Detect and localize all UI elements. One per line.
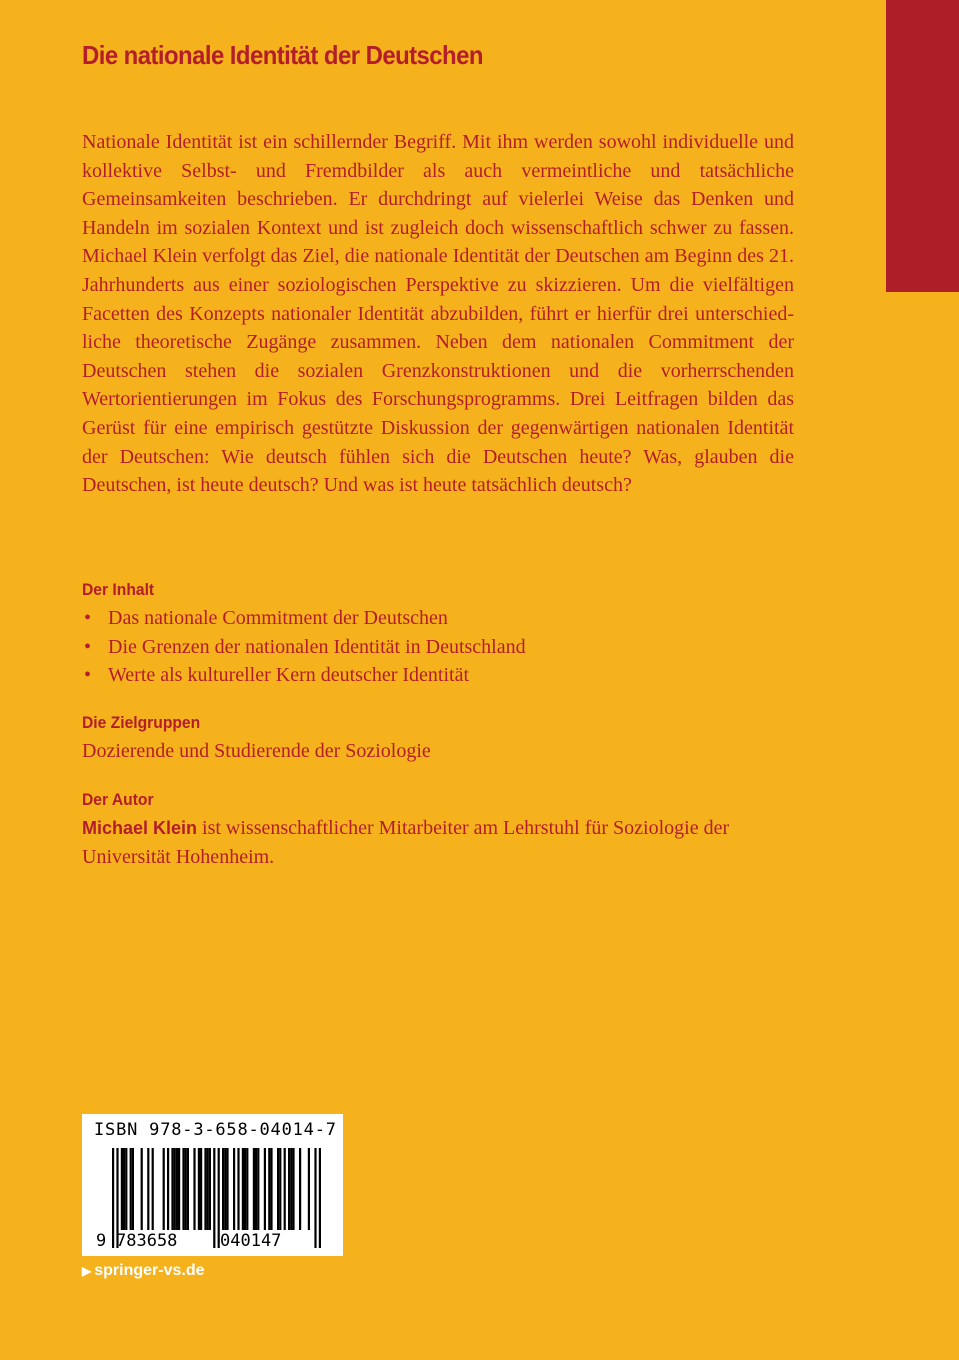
list-item <box>82 661 794 690</box>
book-blurb: Nationale Identität ist ein schillernder Begriff. Mit ihm werden sowohl individuelle und kollektive Selbst- und Fremdbilder als auch vermeintliche und tatsächliche Gemeinsamkeiten beschrieben. Er durchdringt auf vielerlei Weise das Denken und Handeln im sozialen Kontext und ist zugleich doch wissenschaftlich schwer zu fassen. Michael Klein verfolgt das Ziel, die nationale Identität der Deutschen am Beginn des 21. Jahrhunderts aus einer soziologischen Perspektive zu skizzieren. Um die vielfältigen Facetten des Konzepts nationaler Identität abzubilden, führt er hierfür drei unterschiedliche theoretische Zugänge zusammen. Neben dem nationalen Commitment der Deutschen stehen die sozialen Grenzkonstruktionen und die vorherrschenden Wertorientierungen im Fokus des Forschungsprogramms. Drei Leitfragen bilden das Gerüst für eine empirisch gestützte Diskussion der gegenwärtigen nationalen Identität der Deutschen: Wie deutsch fühlen sich die Deutschen heute? Was, glauben die Deutschen, ist heute deutsch? Und was ist heute tatsächlich deutsch? <box>82 131 794 497</box>
book-title: Die nationale Identität der Deutschen <box>82 40 483 70</box>
ean-left-digits: 783658 <box>116 1231 178 1251</box>
barcode-bar <box>268 1148 270 1230</box>
author-heading: Der Autor <box>82 790 154 809</box>
barcode-bar <box>264 1148 266 1230</box>
list-item <box>82 633 794 662</box>
barcode-bar <box>176 1148 178 1230</box>
barcode-bar <box>288 1148 290 1230</box>
list-item <box>82 604 794 633</box>
author-bio <box>82 814 794 871</box>
audience-section <box>82 713 794 766</box>
barcode-bar <box>204 1148 206 1230</box>
barcode-bar <box>299 1148 301 1230</box>
list-item-label: Werte als kultureller Kern deutscher Identität <box>108 664 470 687</box>
barcode-bar <box>200 1148 202 1230</box>
isbn-barcode <box>82 1114 343 1256</box>
barcode-bar <box>222 1148 224 1230</box>
barcode-bar <box>277 1148 279 1230</box>
barcode-bar <box>121 1148 123 1230</box>
barcode-bar <box>174 1148 176 1230</box>
barcode-bar <box>163 1148 165 1230</box>
barcode-bar <box>246 1148 248 1230</box>
barcode-guard-bar <box>112 1148 114 1248</box>
barcode-bar <box>123 1148 125 1230</box>
audience-heading: Die Zielgruppen <box>82 713 201 732</box>
barcode-bar <box>167 1148 169 1230</box>
barcode-bar <box>171 1148 173 1230</box>
barcode-bar <box>193 1148 195 1230</box>
author-section <box>82 790 794 871</box>
barcode-bar <box>270 1148 272 1230</box>
barcode-bar <box>178 1148 180 1230</box>
ean-right-digits: 040147 <box>220 1231 282 1251</box>
barcode-guard-bar <box>314 1148 316 1248</box>
publisher-link[interactable] <box>82 1262 205 1280</box>
list-item-label: Die Grenzen der nationalen Identität in Deutschland <box>108 635 526 658</box>
barcode-guard-bar <box>213 1148 215 1248</box>
author-name: Michael Klein <box>82 818 198 838</box>
author-bio-text: ist wissenschaftlicher Mitarbeiter am Lehrstuhl für Soziologie der Universität Hohenheim. <box>82 817 730 868</box>
barcode-bar <box>185 1148 187 1230</box>
contents-section <box>82 580 794 690</box>
list-item-label: Das nationale Commitment der Deutschen <box>108 607 448 629</box>
barcode-bar <box>209 1148 211 1230</box>
barcode-bar <box>284 1148 286 1230</box>
barcode-bar <box>244 1148 246 1230</box>
contents-list <box>82 604 794 690</box>
barcode-bar <box>224 1148 226 1230</box>
bullet-icon: • <box>84 635 92 658</box>
bullet-icon: • <box>84 607 92 629</box>
barcode-bar <box>130 1148 132 1230</box>
barcode-bar <box>132 1148 134 1230</box>
barcode-bar <box>255 1148 257 1230</box>
barcode-bar <box>198 1148 200 1230</box>
contents-heading: Der Inhalt <box>82 580 155 599</box>
barcode-bar <box>292 1148 294 1230</box>
barcode-bar <box>279 1148 281 1230</box>
barcode-bar <box>226 1148 228 1230</box>
bullet-icon: • <box>84 664 92 687</box>
barcode-bar <box>182 1148 184 1230</box>
red-corner-tab <box>886 0 959 292</box>
barcode-bar <box>233 1148 235 1230</box>
publisher-url: springer-vs.de <box>94 1262 205 1279</box>
barcode-bar <box>141 1148 143 1230</box>
barcode-bar <box>147 1148 149 1230</box>
isbn-label: ISBN 978-3-658-04014-7 <box>94 1120 337 1140</box>
barcode-bar <box>290 1148 292 1230</box>
audience-text: Dozierende und Studierende der Soziologie <box>82 740 431 762</box>
barcode-bar <box>242 1148 244 1230</box>
barcode-guard-bar <box>319 1148 321 1248</box>
barcode-bar <box>308 1148 310 1230</box>
barcode-bar <box>152 1148 154 1230</box>
barcode-bar <box>237 1148 239 1230</box>
barcode-bar <box>125 1148 127 1230</box>
barcode-bar <box>207 1148 209 1230</box>
barcode-bar <box>187 1148 189 1230</box>
barcode-bar <box>257 1148 259 1230</box>
triangle-right-icon: ▶ <box>82 1264 92 1278</box>
barcode-bar <box>253 1148 255 1230</box>
ean-first-digit: 9 <box>96 1231 107 1251</box>
